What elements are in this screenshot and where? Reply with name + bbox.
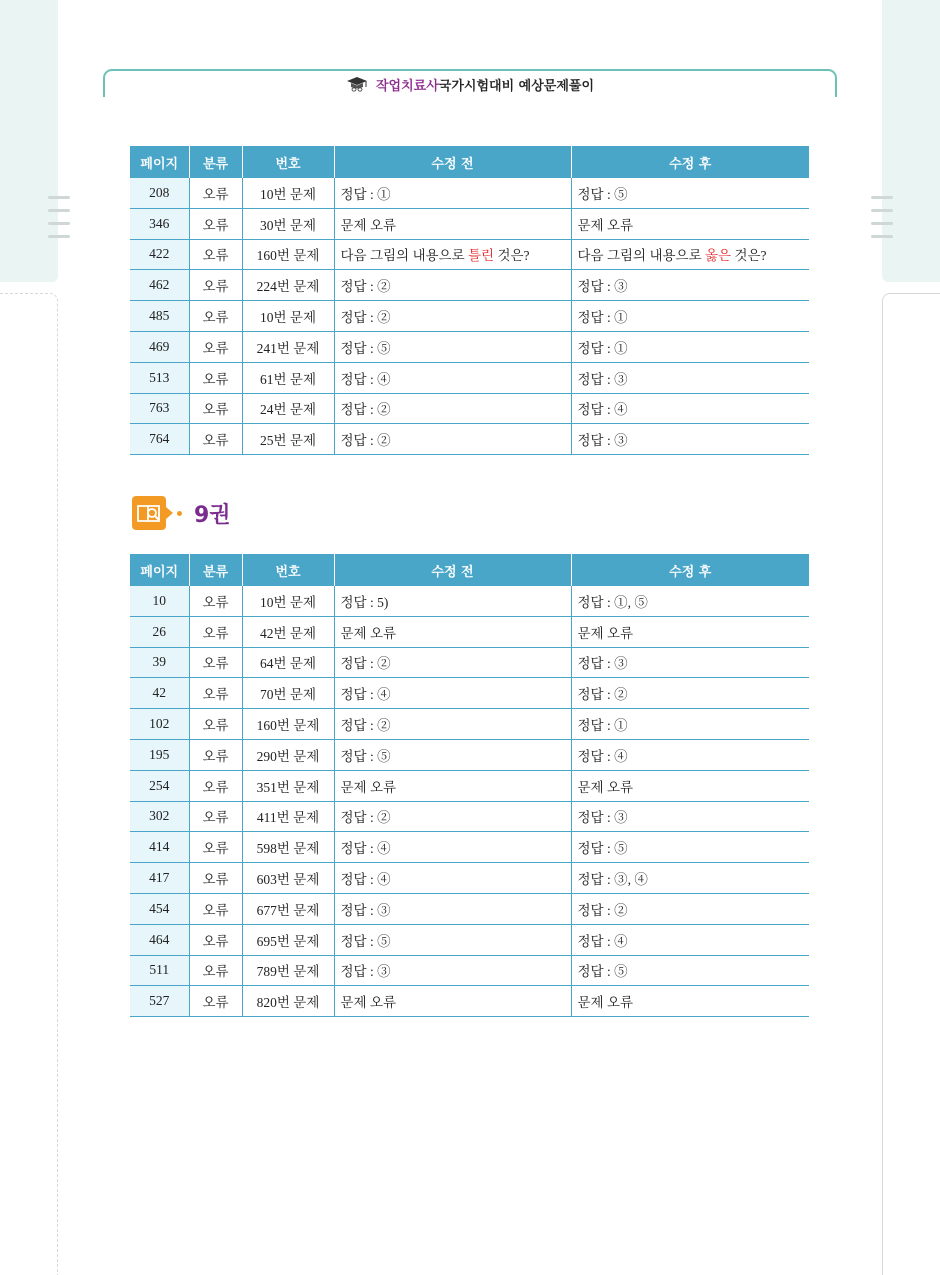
- cell-page: 254: [130, 770, 189, 801]
- cell-category: 오류: [189, 362, 242, 393]
- cell-before: 정답 : ④: [334, 863, 571, 894]
- cell-problem-number: 70번 문제: [242, 678, 334, 709]
- errata-table-2: [130, 554, 809, 1017]
- cell-problem-number: 598번 문제: [242, 832, 334, 863]
- cell-page: 102: [130, 709, 189, 740]
- cell-problem-number: 411번 문제: [242, 801, 334, 832]
- highlighted-word: 틀린: [468, 248, 495, 264]
- cell-before: 문제 오류: [334, 770, 571, 801]
- column-header-after: 수정 후: [571, 146, 809, 178]
- running-header: [103, 69, 837, 97]
- cell-before: 정답 : ③: [334, 955, 571, 986]
- cell-category: 오류: [189, 239, 242, 270]
- cell-before: 정답 : ⑤: [334, 924, 571, 955]
- cell-problem-number: 10번 문제: [242, 178, 334, 208]
- volume-title: 9권: [194, 502, 231, 528]
- cell-category: 오류: [189, 770, 242, 801]
- cell-page: 417: [130, 863, 189, 894]
- highlighted-word: 옳은: [705, 248, 732, 264]
- cell-category: 오류: [189, 709, 242, 740]
- table-header-row: [130, 554, 809, 586]
- cell-before: [334, 239, 571, 270]
- cell-before: 정답 : ④: [334, 678, 571, 709]
- table-row: [130, 770, 809, 801]
- cell-before: 정답 : ②: [334, 424, 571, 455]
- cell-problem-number: 24번 문제: [242, 393, 334, 424]
- cell-category: 오류: [189, 986, 242, 1017]
- left-margin-line: [0, 293, 58, 1275]
- cell-category: 오류: [189, 678, 242, 709]
- cell-after: 정답 : ①: [571, 709, 809, 740]
- left-binding-marks: [48, 196, 70, 248]
- cell-category: 오류: [189, 924, 242, 955]
- cell-after: 정답 : ④: [571, 739, 809, 770]
- cell-category: 오류: [189, 955, 242, 986]
- cell-after: 문제 오류: [571, 208, 809, 239]
- cell-after: 정답 : ③: [571, 362, 809, 393]
- text-segment: 다음 그림의 내용으로: [577, 248, 705, 264]
- cell-before: 정답 : ②: [334, 647, 571, 678]
- table-row: [130, 832, 809, 863]
- cell-after: 정답 : ①, ⑤: [571, 586, 809, 616]
- column-header-before: 수정 전: [334, 146, 571, 178]
- cell-after: 문제 오류: [571, 616, 809, 647]
- table-row: [130, 362, 809, 393]
- cell-after: 정답 : ④: [571, 924, 809, 955]
- cell-page: 26: [130, 616, 189, 647]
- column-header-number: 번호: [242, 554, 334, 586]
- cell-page: 208: [130, 178, 189, 208]
- cell-page: 454: [130, 893, 189, 924]
- cell-page: 10: [130, 586, 189, 616]
- table-row: [130, 801, 809, 832]
- cell-after: 문제 오류: [571, 770, 809, 801]
- table-row: [130, 709, 809, 740]
- cell-page: 511: [130, 955, 189, 986]
- cell-page: 763: [130, 393, 189, 424]
- cell-after: 정답 : ③: [571, 424, 809, 455]
- cell-problem-number: 10번 문제: [242, 586, 334, 616]
- cell-category: 오류: [189, 178, 242, 208]
- cell-page: 764: [130, 424, 189, 455]
- cell-after: 정답 : ②: [571, 678, 809, 709]
- cell-after: 정답 : ③: [571, 270, 809, 301]
- cell-after: 정답 : ②: [571, 893, 809, 924]
- cell-problem-number: 290번 문제: [242, 739, 334, 770]
- cell-problem-number: 61번 문제: [242, 362, 334, 393]
- cell-page: 513: [130, 362, 189, 393]
- cell-category: 오류: [189, 270, 242, 301]
- cell-category: 오류: [189, 616, 242, 647]
- table-header-row: [130, 146, 809, 178]
- table-row: [130, 678, 809, 709]
- column-header-page: 페이지: [130, 146, 189, 178]
- cell-problem-number: 351번 문제: [242, 770, 334, 801]
- cell-page: 346: [130, 208, 189, 239]
- cell-page: 469: [130, 331, 189, 362]
- table-row: [130, 270, 809, 301]
- cell-before: 정답 : ④: [334, 832, 571, 863]
- cell-page: 302: [130, 801, 189, 832]
- column-header-after: 수정 후: [571, 554, 809, 586]
- header-subject: 작업치료사: [375, 78, 439, 94]
- table-row: [130, 586, 809, 616]
- cell-after: 정답 : ①: [571, 331, 809, 362]
- column-header-before: 수정 전: [334, 554, 571, 586]
- cell-after: 정답 : ③: [571, 801, 809, 832]
- cell-problem-number: 603번 문제: [242, 863, 334, 894]
- cell-before: 정답 : ⑤: [334, 739, 571, 770]
- cell-category: 오류: [189, 424, 242, 455]
- cell-before: 정답 : ②: [334, 393, 571, 424]
- cell-before: 문제 오류: [334, 616, 571, 647]
- cell-before: 정답 : ①: [334, 178, 571, 208]
- cell-problem-number: 10번 문제: [242, 301, 334, 332]
- cell-page: 414: [130, 832, 189, 863]
- table-row: [130, 208, 809, 239]
- cell-category: 오류: [189, 393, 242, 424]
- cell-category: 오류: [189, 301, 242, 332]
- cell-before: 정답 : ②: [334, 270, 571, 301]
- cell-after: 문제 오류: [571, 986, 809, 1017]
- cell-problem-number: 30번 문제: [242, 208, 334, 239]
- cell-problem-number: 160번 문제: [242, 239, 334, 270]
- cell-category: 오류: [189, 331, 242, 362]
- cell-category: 오류: [189, 739, 242, 770]
- cell-problem-number: 25번 문제: [242, 424, 334, 455]
- graduation-cap-icon: [346, 76, 368, 92]
- text-segment: 다음 그림의 내용으로: [340, 248, 468, 264]
- table-row: [130, 616, 809, 647]
- cell-problem-number: 241번 문제: [242, 331, 334, 362]
- table-row: [130, 424, 809, 455]
- volume-heading: [132, 496, 231, 530]
- cell-page: 422: [130, 239, 189, 270]
- header-title: 국가시험대비 예상문제풀이: [438, 78, 595, 94]
- right-margin-line: [882, 293, 940, 1275]
- column-header-category: 분류: [189, 146, 242, 178]
- cell-page: 485: [130, 301, 189, 332]
- cell-problem-number: 820번 문제: [242, 986, 334, 1017]
- cell-before: 문제 오류: [334, 986, 571, 1017]
- cell-before: 정답 : ④: [334, 362, 571, 393]
- cell-page: 527: [130, 986, 189, 1017]
- cell-after: 정답 : ④: [571, 393, 809, 424]
- table-row: [130, 739, 809, 770]
- cell-page: 462: [130, 270, 189, 301]
- column-header-number: 번호: [242, 146, 334, 178]
- cell-after: 정답 : ⑤: [571, 178, 809, 208]
- cell-before: 정답 : ②: [334, 301, 571, 332]
- cell-after: 정답 : ③: [571, 647, 809, 678]
- cell-after: 정답 : ①: [571, 301, 809, 332]
- table-row: [130, 863, 809, 894]
- table-row: [130, 955, 809, 986]
- cell-problem-number: 695번 문제: [242, 924, 334, 955]
- table-row: [130, 393, 809, 424]
- cell-before: 정답 : ⑤: [334, 331, 571, 362]
- table-row: [130, 178, 809, 208]
- cell-before: 정답 : ②: [334, 801, 571, 832]
- cell-category: 오류: [189, 832, 242, 863]
- column-header-page: 페이지: [130, 554, 189, 586]
- cell-after: [571, 239, 809, 270]
- text-segment: 것은?: [731, 248, 767, 264]
- cell-category: 오류: [189, 586, 242, 616]
- heading-dot-icon: [177, 511, 182, 516]
- cell-category: 오류: [189, 863, 242, 894]
- cell-page: 39: [130, 647, 189, 678]
- right-binding-marks: [871, 196, 893, 248]
- text-segment: 것은?: [494, 248, 530, 264]
- cell-before: 정답 : 5): [334, 586, 571, 616]
- table-row: [130, 647, 809, 678]
- book-search-icon: [132, 496, 166, 530]
- cell-problem-number: 160번 문제: [242, 709, 334, 740]
- heading-arrow-icon: [166, 507, 173, 519]
- cell-category: 오류: [189, 647, 242, 678]
- cell-page: 195: [130, 739, 189, 770]
- cell-problem-number: 224번 문제: [242, 270, 334, 301]
- cell-category: 오류: [189, 893, 242, 924]
- column-header-category: 분류: [189, 554, 242, 586]
- cell-category: 오류: [189, 208, 242, 239]
- cell-problem-number: 789번 문제: [242, 955, 334, 986]
- cell-before: 문제 오류: [334, 208, 571, 239]
- cell-category: 오류: [189, 801, 242, 832]
- cell-after: 정답 : ③, ④: [571, 863, 809, 894]
- cell-page: 464: [130, 924, 189, 955]
- table-row: [130, 924, 809, 955]
- cell-after: 정답 : ⑤: [571, 832, 809, 863]
- table-row: [130, 893, 809, 924]
- cell-after: 정답 : ⑤: [571, 955, 809, 986]
- table-row: [130, 986, 809, 1017]
- table-row: [130, 331, 809, 362]
- cell-problem-number: 64번 문제: [242, 647, 334, 678]
- cell-before: 정답 : ②: [334, 709, 571, 740]
- errata-table-1: [130, 146, 809, 455]
- table-row: [130, 239, 809, 270]
- cell-problem-number: 677번 문제: [242, 893, 334, 924]
- table-row: [130, 301, 809, 332]
- cell-page: 42: [130, 678, 189, 709]
- cell-problem-number: 42번 문제: [242, 616, 334, 647]
- cell-before: 정답 : ③: [334, 893, 571, 924]
